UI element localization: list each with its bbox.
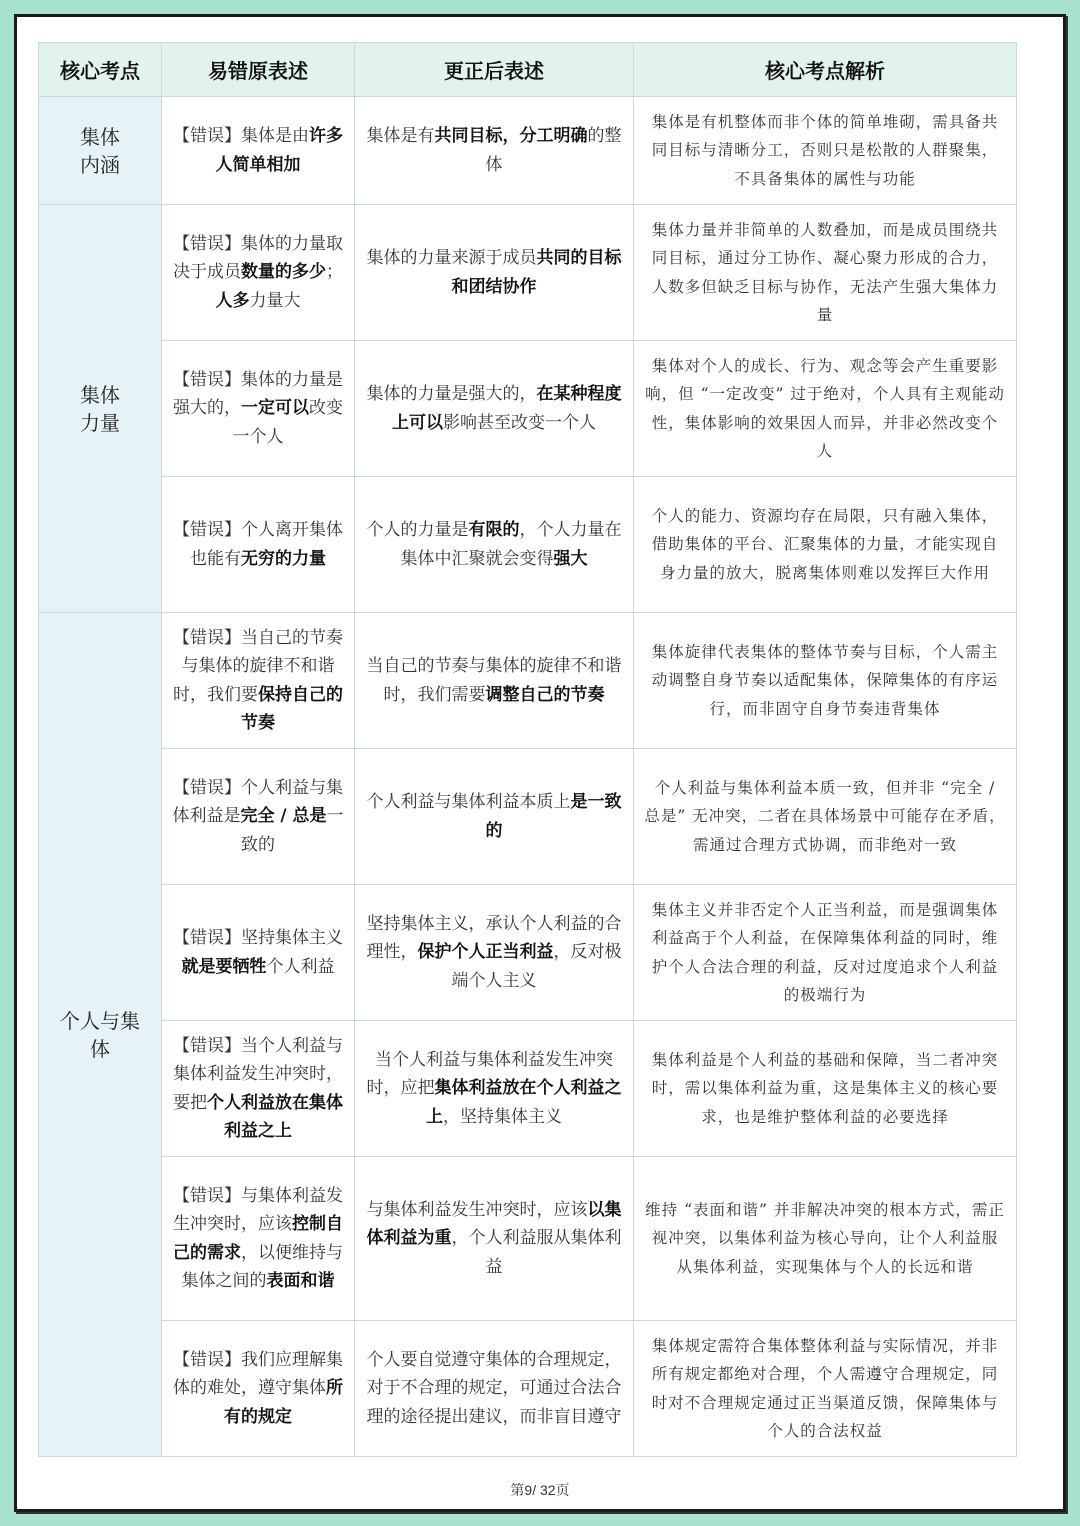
analysis: 集体利益是个人利益的基础和保障，当二者冲突时，需以集体利益为重，这是集体主义的核心要求，也是维护整体利益的必要选择 bbox=[634, 1021, 1017, 1157]
emphasis-text: 保持自己的节奏 bbox=[241, 684, 343, 733]
corrected-statement bbox=[355, 613, 634, 749]
corrected-statement bbox=[355, 341, 634, 477]
emphasis-text: 所有的规定 bbox=[224, 1378, 343, 1427]
corrected-statement bbox=[355, 885, 634, 1021]
emphasis-text: 强大 bbox=[553, 548, 588, 569]
header-corrected-statement: 更正后表述 bbox=[355, 43, 634, 97]
text-segment: 当个人利益与集体利益发生冲突时，应把 bbox=[366, 1049, 613, 1099]
corrected-statement bbox=[355, 749, 634, 885]
text-segment: ； bbox=[326, 262, 343, 283]
page-number: 第9/ 32页 bbox=[510, 1482, 570, 1498]
emphasis-text: 共同的目标和团结协作 bbox=[451, 248, 622, 297]
emphasis-text: 许多人简单相加 bbox=[215, 126, 343, 175]
header-analysis: 核心考点解析 bbox=[634, 43, 1017, 97]
table-row bbox=[39, 885, 1017, 1021]
category-individual-and-collective: 个人与集 体 bbox=[39, 613, 162, 1457]
wrong-statement bbox=[162, 477, 355, 613]
text-segment: 【错误】坚持集体主义 bbox=[173, 928, 343, 948]
emphasis-text: 保护个人正当利益 bbox=[417, 942, 554, 963]
text-segment: 个人利益与集体利益本质上 bbox=[366, 792, 571, 812]
wrong-statement bbox=[162, 341, 355, 477]
wrong-statement bbox=[162, 97, 355, 205]
text-segment: ，以便维持与集体之间的 bbox=[181, 1242, 343, 1291]
emphasis-text: 控制自己的需求 bbox=[173, 1214, 343, 1263]
text-segment: 坚持集体主义，承认个人利益的合理性， bbox=[366, 913, 622, 963]
exam-points-table bbox=[38, 42, 1017, 1457]
corrected-statement bbox=[355, 97, 634, 205]
text-segment: 个人要自觉遵守集体的合理规定，对于不合理的规定，可通过合法合理的途径提出建议，而非盲目遵守 bbox=[366, 1349, 622, 1427]
text-segment: 当自己的节奏与集体的旋律不和谐时，我们需要 bbox=[366, 656, 622, 705]
text-segment: 与集体利益发生冲突时，应该 bbox=[366, 1199, 588, 1220]
emphasis-text: 个人利益放在集体利益之上 bbox=[207, 1092, 343, 1141]
text-segment: 个人的力量是 bbox=[366, 520, 469, 540]
emphasis-text: 有限的 bbox=[468, 520, 520, 540]
text-segment: 一致的 bbox=[241, 806, 344, 855]
table-row bbox=[39, 477, 1017, 613]
text-segment: 集体是有 bbox=[366, 126, 435, 146]
table-row bbox=[39, 749, 1017, 885]
text-segment: 【错误】集体是由 bbox=[173, 126, 309, 146]
wrong-statement bbox=[162, 1321, 355, 1457]
text-segment: 【错误】集体的力量取决于成员 bbox=[173, 233, 343, 283]
analysis: 集体力量并非简单的人数叠加，而是成员围绕共同目标，通过分工协作、凝心聚力形成的合力，人数多但缺乏目标与协作，无法产生强大集体力量 bbox=[634, 205, 1017, 341]
analysis: 集体对个人的成长、行为、观念等会产生重要影响，但 “一定改变” 过于绝对，个人具有主观能动性，集体影响的效果因人而异，并非必然改变个人 bbox=[634, 341, 1017, 477]
emphasis-text: 完全 / 总是 bbox=[240, 806, 327, 827]
category-collective-power: 集体 力量 bbox=[39, 205, 162, 613]
text-segment: ，个人利益服从集体利益 bbox=[451, 1228, 622, 1277]
text-segment: 【错误】个人离开集体也能有 bbox=[173, 520, 343, 569]
wrong-statement bbox=[162, 749, 355, 885]
emphasis-text: 就是要牺牲 bbox=[181, 956, 267, 977]
text-segment: 【错误】集体的力量是强大的， bbox=[173, 369, 343, 419]
corrected-statement bbox=[355, 205, 634, 341]
table-header-row bbox=[39, 43, 1017, 97]
category-collective-connotation: 集体 内涵 bbox=[39, 97, 162, 205]
table-row bbox=[39, 341, 1017, 477]
text-segment: ，反对极端个人主义 bbox=[451, 942, 622, 991]
table-row bbox=[39, 97, 1017, 205]
table-row bbox=[39, 1321, 1017, 1457]
table-row bbox=[39, 1157, 1017, 1321]
table-row bbox=[39, 1021, 1017, 1157]
text-segment: 【错误】当自己的节奏与集体的旋律不和谐时，我们要 bbox=[173, 627, 343, 705]
emphasis-text: 集体利益放在个人利益之上 bbox=[426, 1078, 622, 1127]
analysis: 维持 “表面和谐” 并非解决冲突的根本方式，需正视冲突，以集体利益为核心导向，让个人利益服从集体利益，实现集体与个人的长远和谐 bbox=[634, 1157, 1017, 1321]
emphasis-text: 以集体利益为重 bbox=[366, 1199, 622, 1249]
corrected-statement bbox=[355, 1321, 634, 1457]
text-segment: 【错误】与集体利益发生冲突时，应该 bbox=[173, 1185, 343, 1234]
emphasis-text: 调整自己的节奏 bbox=[485, 684, 605, 705]
wrong-statement bbox=[162, 1021, 355, 1157]
text-segment: 集体的力量是强大的， bbox=[366, 384, 537, 404]
corrected-statement bbox=[355, 1021, 634, 1157]
analysis: 个人利益与集体利益本质一致，但并非 “完全 / 总是” 无冲突，二者在具体场景中可能存在矛盾，需通过合理方式协调，而非绝对一致 bbox=[634, 749, 1017, 885]
corrected-statement bbox=[355, 1157, 634, 1321]
text-segment: ，坚持集体主义 bbox=[443, 1106, 562, 1127]
text-segment: 【错误】我们应理解集体的难处，遵守集体 bbox=[173, 1349, 343, 1399]
table-row bbox=[39, 205, 1017, 341]
analysis: 集体是有机整体而非个体的简单堆砌，需具备共同目标与清晰分工，否则只是松散的人群聚集，不具备集体的属性与功能 bbox=[634, 97, 1017, 205]
emphasis-text: 数量的多少 bbox=[241, 262, 326, 283]
text-segment: 的整体 bbox=[485, 126, 622, 175]
corrected-statement bbox=[355, 477, 634, 613]
analysis: 个人的能力、资源均存在局限，只有融入集体，借助集体的平台、汇聚集体的力量，才能实现自身力量的放大，脱离集体则难以发挥巨大作用 bbox=[634, 477, 1017, 613]
analysis: 集体主义并非否定个人正当利益，而是强调集体利益高于个人利益，在保障集体利益的同时，维护个人合法合理的利益，反对过度追求个人利益的极端行为 bbox=[634, 885, 1017, 1021]
text-segment: 集体的力量来源于成员 bbox=[366, 248, 537, 268]
emphasis-text: 在某种程度上可以 bbox=[392, 384, 622, 433]
text-segment: 影响甚至改变一个人 bbox=[443, 412, 596, 433]
wrong-statement bbox=[162, 613, 355, 749]
wrong-statement bbox=[162, 205, 355, 341]
text-segment: 【错误】当个人利益与集体利益发生冲突时，要把 bbox=[173, 1035, 343, 1113]
emphasis-text: 表面和谐 bbox=[266, 1271, 335, 1291]
emphasis-text: 共同目标，分工明确 bbox=[434, 126, 588, 146]
analysis: 集体旋律代表集体的整体节奏与目标，个人需主动调整自身节奏以适配集体，保障集体的有序运行，而非固守自身节奏违背集体 bbox=[634, 613, 1017, 749]
text-segment: ，个人力量在集体中汇聚就会变得 bbox=[400, 520, 622, 569]
emphasis-text: 是一致的 bbox=[485, 792, 622, 841]
text-segment: 【错误】个人利益与集体利益是 bbox=[172, 777, 343, 827]
wrong-statement bbox=[162, 1157, 355, 1321]
analysis: 集体规定需符合集体整体利益与实际情况，并非所有规定都绝对合理，个人需遵守合理规定，同时对不合理规定通过正当渠道反馈，保障集体与个人的合法权益 bbox=[634, 1321, 1017, 1457]
header-core-point: 核心考点 bbox=[39, 43, 162, 97]
emphasis-text: 一定可以 bbox=[241, 398, 309, 419]
text-segment: 改变一个人 bbox=[232, 398, 343, 447]
emphasis-text: 无穷的力量 bbox=[241, 548, 326, 569]
emphasis-text: 人多 bbox=[215, 290, 250, 311]
text-segment: 个人利益 bbox=[266, 956, 335, 977]
header-wrong-statement: 易错原表述 bbox=[162, 43, 355, 97]
text-segment: 力量大 bbox=[249, 290, 301, 311]
table-row bbox=[39, 613, 1017, 749]
wrong-statement bbox=[162, 885, 355, 1021]
